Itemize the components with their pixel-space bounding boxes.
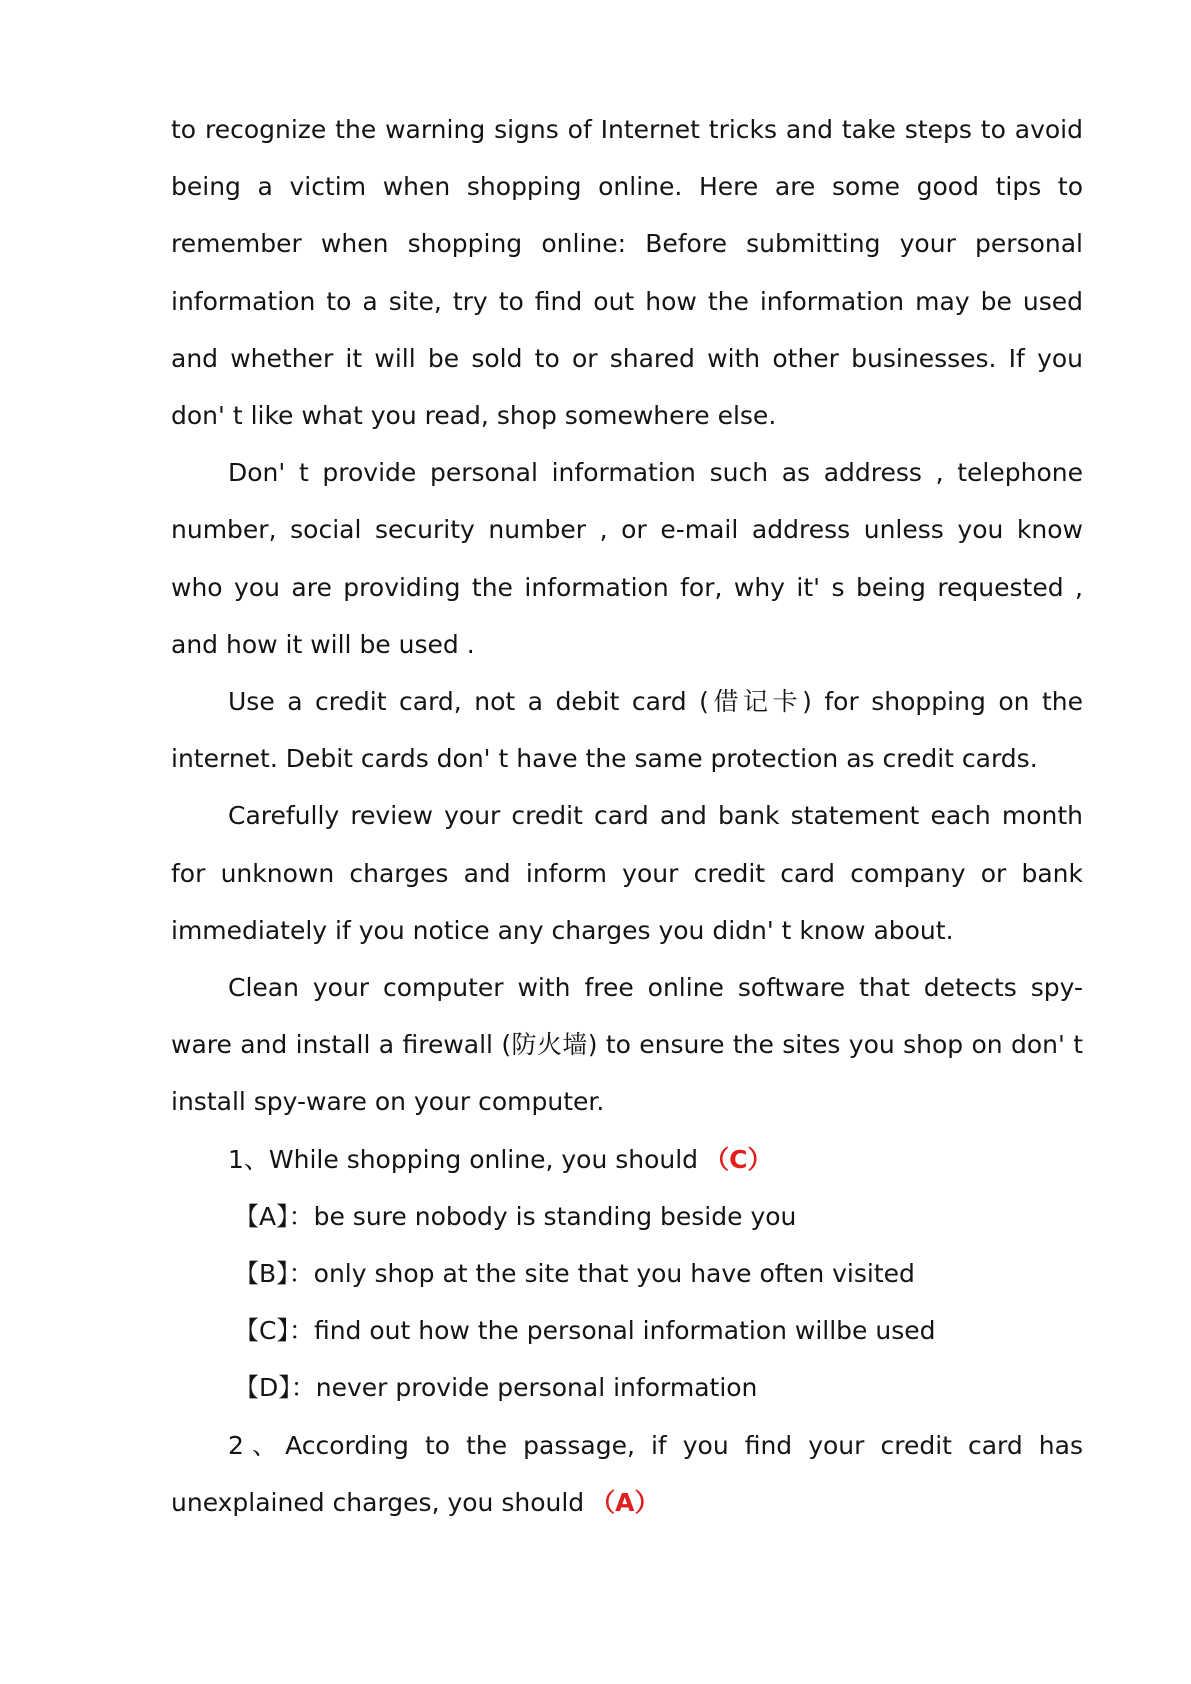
question-2-answer: （A） <box>590 1487 660 1517</box>
paragraph-firewall: Clean your computer with free online software that detects spy-ware and install a firewall (防火墙) to ensure the sites you shop on don' t install spy-ware on your computer. <box>171 973 1083 1117</box>
question-1-option-a: 【A】：be sure nobody is standing beside you <box>234 1201 797 1231</box>
paragraph-intro: to recognize the warning signs of Internet tricks and take steps to avoid being a victim when shopping online. Here are some good tips to remember when shopping online: Before submitting your personal information to a site, try to find out how the information may be used and whether it will be sold to or shared with other businesses. If you don' t like what you read, shop somewhere else. <box>171 115 1083 431</box>
question-1-option-c: 【C】：find out how the personal information willbe used <box>234 1316 936 1346</box>
question-1-answer: （C） <box>704 1144 773 1174</box>
paragraph-personal-info: Don' t provide personal information such as address , telephone number, social security number , or e-mail address unless you know who you are providing the information for, why it' s being requested , and how it will be used . <box>171 458 1083 659</box>
question-2 <box>171 1417 1083 1531</box>
question-1 <box>171 1131 1083 1188</box>
question-1-prompt: 1、While shopping online, you should <box>228 1144 699 1174</box>
question-1-option-b: 【B】：only shop at the site that you have often visited <box>234 1259 915 1289</box>
passage-body <box>171 101 1083 1531</box>
question-2-prompt: 2、According to the passage, if you find your credit card has unexplained charges, you should <box>171 1430 1083 1517</box>
paragraph-credit-card: Use a credit card, not a debit card (借记卡) for shopping on the internet. Debit cards don' t have the same protection as credit cards. <box>171 687 1083 774</box>
paragraph-review-statement: Carefully review your credit card and bank statement each month for unknown charges and inform your credit card company or bank immediately if you notice any charges you didn' t know about. <box>171 801 1083 945</box>
question-1-option-d: 【D】：never provide personal information <box>234 1373 758 1403</box>
